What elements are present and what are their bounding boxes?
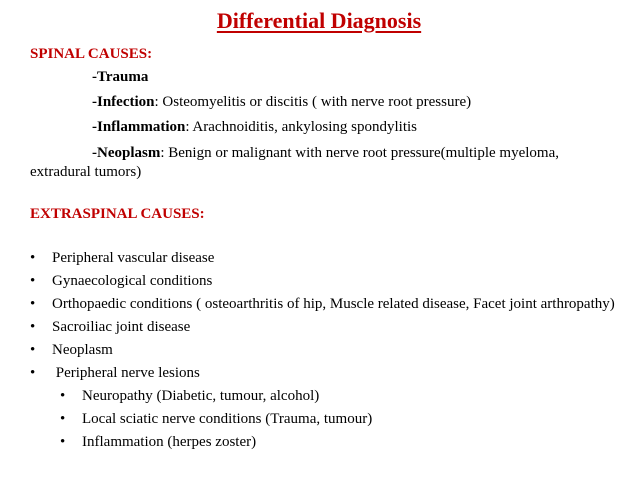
spinal-item-label: -Inflammation (92, 119, 186, 135)
bullet-icon: • (30, 250, 36, 266)
list-item (30, 295, 620, 314)
sub-list-item (30, 387, 620, 406)
spinal-item-text: : Benign or malignant with nerve root pressure(multiple myeloma, extradural tumors) (30, 145, 559, 180)
spinal-item-inflammation (92, 118, 417, 137)
list-item (30, 364, 620, 383)
bullet-icon: • (60, 388, 66, 404)
list-item-text: Orthopaedic conditions ( osteoarthritis of hip, Muscle related disease, Facet joint arthropathy) (52, 296, 615, 312)
list-item (30, 272, 620, 291)
list-item-text: Neoplasm (52, 342, 113, 358)
slide-title: Differential Diagnosis (216, 8, 422, 33)
list-item-text: Peripheral vascular disease (52, 250, 215, 266)
spinal-item-trauma (92, 68, 148, 87)
bullet-icon: • (30, 273, 36, 289)
list-item-text: Gynaecological conditions (52, 273, 213, 289)
bullet-icon: • (30, 365, 36, 381)
spinal-item-label: -Trauma (92, 69, 149, 85)
bullet-icon: • (30, 296, 36, 312)
list-item (30, 341, 620, 360)
spinal-item-infection (92, 93, 471, 112)
list-item-text: Sacroiliac joint disease (52, 319, 191, 335)
extraspinal-list (30, 249, 620, 456)
extraspinal-causes-heading: EXTRASPINAL CAUSES: (30, 206, 205, 222)
sub-list-item (30, 433, 620, 452)
sub-list-item (30, 410, 620, 429)
spinal-item-text: : Arachnoiditis, ankylosing spondylitis (185, 119, 418, 135)
sub-list-item-text: Local sciatic nerve conditions (Trauma, tumour) (82, 411, 373, 427)
bullet-icon: • (60, 411, 66, 427)
list-item-text: Peripheral nerve lesions (52, 365, 200, 381)
sub-list-item-text: Neuropathy (Diabetic, tumour, alcohol) (82, 388, 320, 404)
bullet-icon: • (30, 342, 36, 358)
sub-list-item-text: Inflammation (herpes zoster) (82, 434, 257, 450)
list-item (30, 249, 620, 268)
list-item (30, 318, 620, 337)
bullet-icon: • (30, 319, 36, 335)
bullet-icon: • (60, 434, 66, 450)
spinal-item-label: -Neoplasm (92, 145, 161, 161)
spinal-causes-heading: SPINAL CAUSES: (30, 46, 153, 62)
spinal-item-text: : Osteomyelitis or discitis ( with nerve root pressure) (154, 94, 472, 110)
spinal-item-neoplasm (30, 144, 620, 182)
spinal-item-label: -Infection (92, 94, 155, 110)
